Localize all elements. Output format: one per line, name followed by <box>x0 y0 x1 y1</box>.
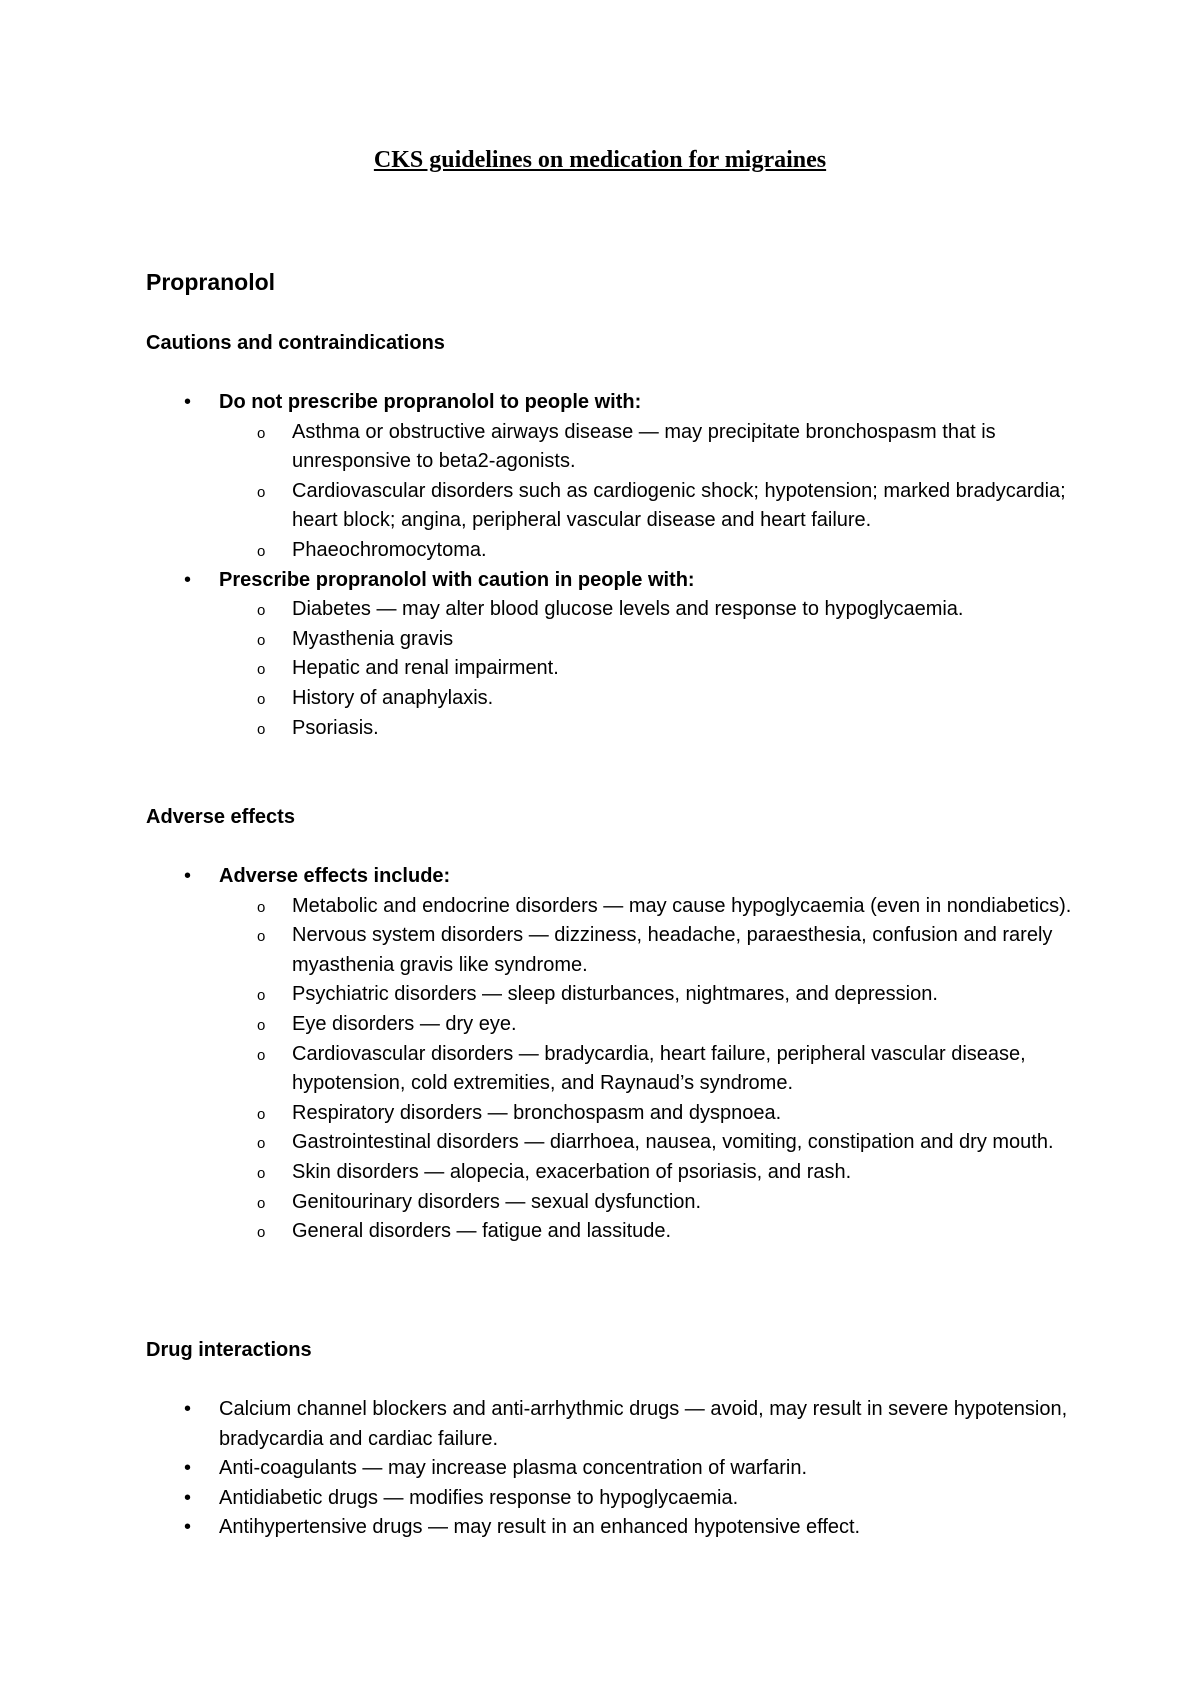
drug-interactions-list <box>146 1395 1076 1543</box>
list-item: o Metabolic and endocrine disorders — may cause hypoglycaemia (even in nondiabetics). <box>219 892 1076 922</box>
list-item: • Anti-coagulants — may increase plasma concentration of warfarin. <box>146 1454 1076 1484</box>
list-item: o Skin disorders — alopecia, exacerbation of psoriasis, and rash. <box>219 1158 1076 1188</box>
list-lead: Adverse effects include: <box>219 865 451 887</box>
list-item: o Asthma or obstructive airways disease — may precipitate bronchospasm that is unresponsive to beta2-agonists. <box>219 418 1076 477</box>
list-item <box>146 388 1076 566</box>
list-item <box>146 862 1076 1247</box>
list-item: o Respiratory disorders — bronchospasm and dyspnoea. <box>219 1099 1076 1129</box>
list-item: o Hepatic and renal impairment. <box>219 654 1076 684</box>
list-item: o Nervous system disorders — dizziness, headache, paraesthesia, confusion and rarely myasthenia gravis like syndrome. <box>219 921 1076 980</box>
cautions-list <box>146 388 1076 743</box>
list-item: • Antidiabetic drugs — modifies response to hypoglycaemia. <box>146 1484 1076 1514</box>
drug-interactions-heading: Drug interactions <box>146 1339 312 1361</box>
list-item: o Diabetes — may alter blood glucose levels and response to hypoglycaemia. <box>219 595 1076 625</box>
cautions-heading: Cautions and contraindications <box>146 332 445 354</box>
list-item: • Antihypertensive drugs — may result in an enhanced hypotensive effect. <box>146 1513 1076 1543</box>
list-item: o Cardiovascular disorders — bradycardia, heart failure, peripheral vascular disease, hypotension, cold extremities, and Raynaud’s syndrome. <box>219 1040 1076 1099</box>
list-item: o Eye disorders — dry eye. <box>219 1010 1076 1040</box>
list-item: o Myasthenia gravis <box>219 625 1076 655</box>
list-item: o History of anaphylaxis. <box>219 684 1076 714</box>
list-item <box>146 566 1076 744</box>
document-title: CKS guidelines on medication for migraines <box>373 147 827 173</box>
list-item: o Phaeochromocytoma. <box>219 536 1076 566</box>
list-item: o Psychiatric disorders — sleep disturbances, nightmares, and depression. <box>219 980 1076 1010</box>
adverse-effects-heading: Adverse effects <box>146 806 295 828</box>
list-item: o Genitourinary disorders — sexual dysfunction. <box>219 1188 1076 1218</box>
list-lead: Do not prescribe propranolol to people with: <box>219 391 642 413</box>
list-item: o Cardiovascular disorders such as cardiogenic shock; hypotension; marked bradycardia; heart block; angina, peripheral vascular disease and heart failure. <box>219 477 1076 536</box>
drug-heading: Propranolol <box>146 269 276 295</box>
list-item: • Calcium channel blockers and anti-arrhythmic drugs — avoid, may result in severe hypotension, bradycardia and cardiac failure. <box>146 1395 1076 1454</box>
list-item: o Gastrointestinal disorders — diarrhoea, nausea, vomiting, constipation and dry mouth. <box>219 1128 1076 1158</box>
list-item: o Psoriasis. <box>219 714 1076 744</box>
list-item: o General disorders — fatigue and lassitude. <box>219 1217 1076 1247</box>
adverse-effects-list <box>146 862 1076 1247</box>
list-lead: Prescribe propranolol with caution in people with: <box>219 568 695 591</box>
